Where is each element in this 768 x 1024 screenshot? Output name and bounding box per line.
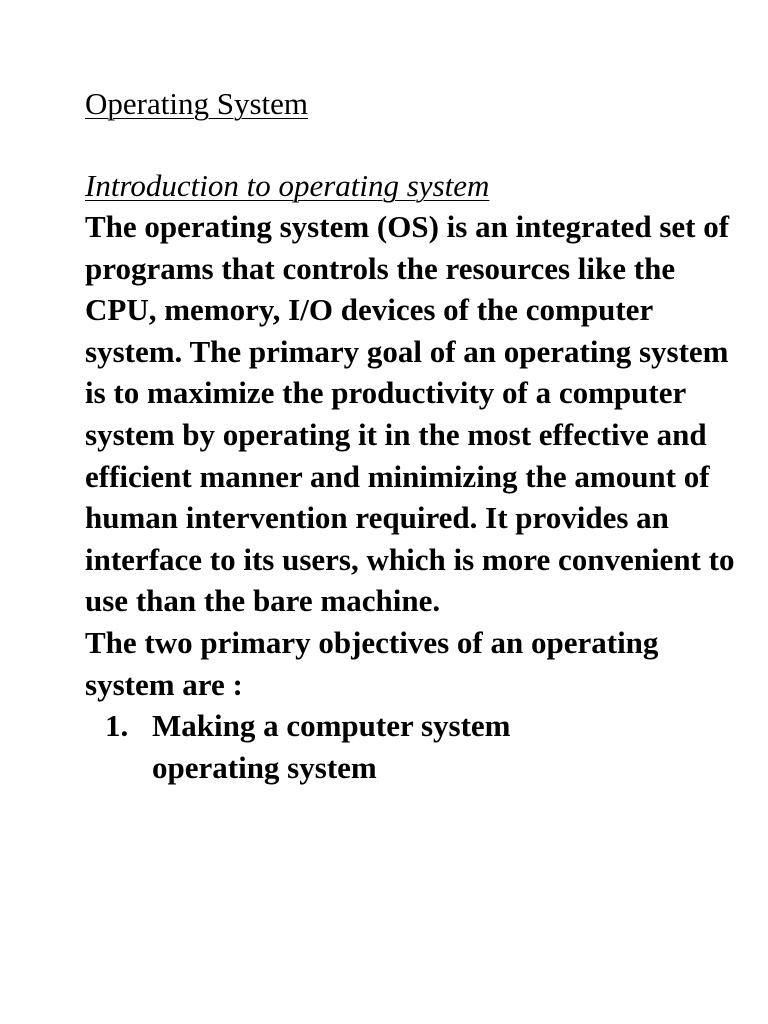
objective-text: Making a computer system operating system (152, 708, 511, 785)
document-title: Operating System (85, 86, 308, 121)
objectives-intro-paragraph: The two primary objectives of an operating system are : (85, 624, 659, 702)
objective-item (85, 705, 745, 788)
document-page (85, 84, 745, 788)
title-spacer (85, 124, 745, 166)
section-heading: Introduction to operating system (85, 168, 490, 203)
objective-number: 1. (105, 708, 129, 744)
objectives-list (85, 705, 745, 788)
intro-paragraph: The operating system (OS) is an integrated set of programs that controls the resources like the CPU, memory, I/O devices of the computer system. The primary goal of an operating system is to maximize the productivity of a computer system by operating it in the most effective and efficient manner and minimizing the amount of human intervention required. It provides an interface to its users, which is more convenient to use than the bare machine. (85, 209, 735, 619)
